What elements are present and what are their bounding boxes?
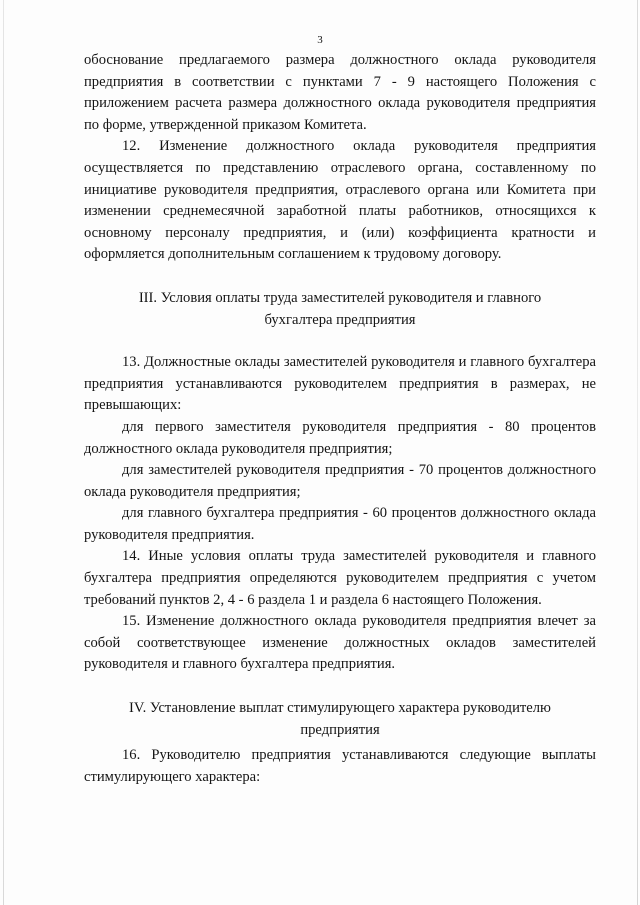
paragraph-13-item-first-deputy: для первого заместителя руководителя предприятия - 80 процентов должностного оклада руководителя предприятия; (84, 418, 596, 457)
paragraph-16: 16. Руководителю предприятия устанавливаются следующие выплаты стимулирующего характера: (84, 747, 596, 785)
section-4-heading-line-1: IV. Установление выплат стимулирующего характера руководителю (129, 700, 551, 717)
section-3-heading-line-2: бухгалтера предприятия (264, 311, 416, 328)
paragraph-14: 14. Иные условия оплаты труда заместителей руководителя и главного бухгалтера предприятия определяются руководителем предприятия с учетом требований пунктов 2, 4 - 6 раздела 1 и раздела 6 настоящего Положения. (84, 548, 596, 608)
section-3-heading (84, 288, 596, 331)
paragraph-15: 15. Изменение должностного оклада руководителя предприятия влечет за собой соответствующее изменение должностных окладов заместителей руководителя и главного бухгалтера предприятия. (84, 613, 596, 673)
scan-edge-right (637, 0, 638, 905)
section-4-heading-line-2: предприятия (300, 721, 380, 738)
paragraph-13: 13. Должностные оклады заместителей руководителя и главного бухгалтера предприятия устанавливаются руководителем предприятия в размерах, не превышающих: (84, 354, 596, 414)
section-4-heading (84, 698, 596, 741)
page-number: 3 (317, 34, 323, 46)
paragraph-continuation: обоснование предлагаемого размера должностного оклада руководителя предприятия в соответствии с пунктами 7 - 9 настоящего Положения с приложением расчета размера должностного оклада руководителя предприятия по форме, утвержденной приказом Комитета. (84, 52, 596, 133)
paragraph-13-item-chief-accountant: для главного бухгалтера предприятия - 60 процентов должностного оклада руководителя предприятия. (84, 505, 596, 543)
section-3-heading-line-1: III. Условия оплаты труда заместителей руководителя и главного (138, 289, 542, 306)
document-body (84, 50, 596, 788)
scan-edge-left (3, 0, 4, 905)
paragraph-13-item-deputies: для заместителей руководителя предприятия - 70 процентов должностного оклада руководителя предприятия; (84, 462, 596, 500)
paragraph-12: 12. Изменение должностного оклада руководителя предприятия осуществляется по представлению отраслевого органа, составленному по инициативе руководителя предприятия, отраслевого органа или Комитета при изменении среднемесячной заработной платы работников, относящихся к основному персоналу предприятия, и (или) коэффициента кратности и оформляется дополнительным соглашением к трудовому договору. (84, 138, 596, 263)
